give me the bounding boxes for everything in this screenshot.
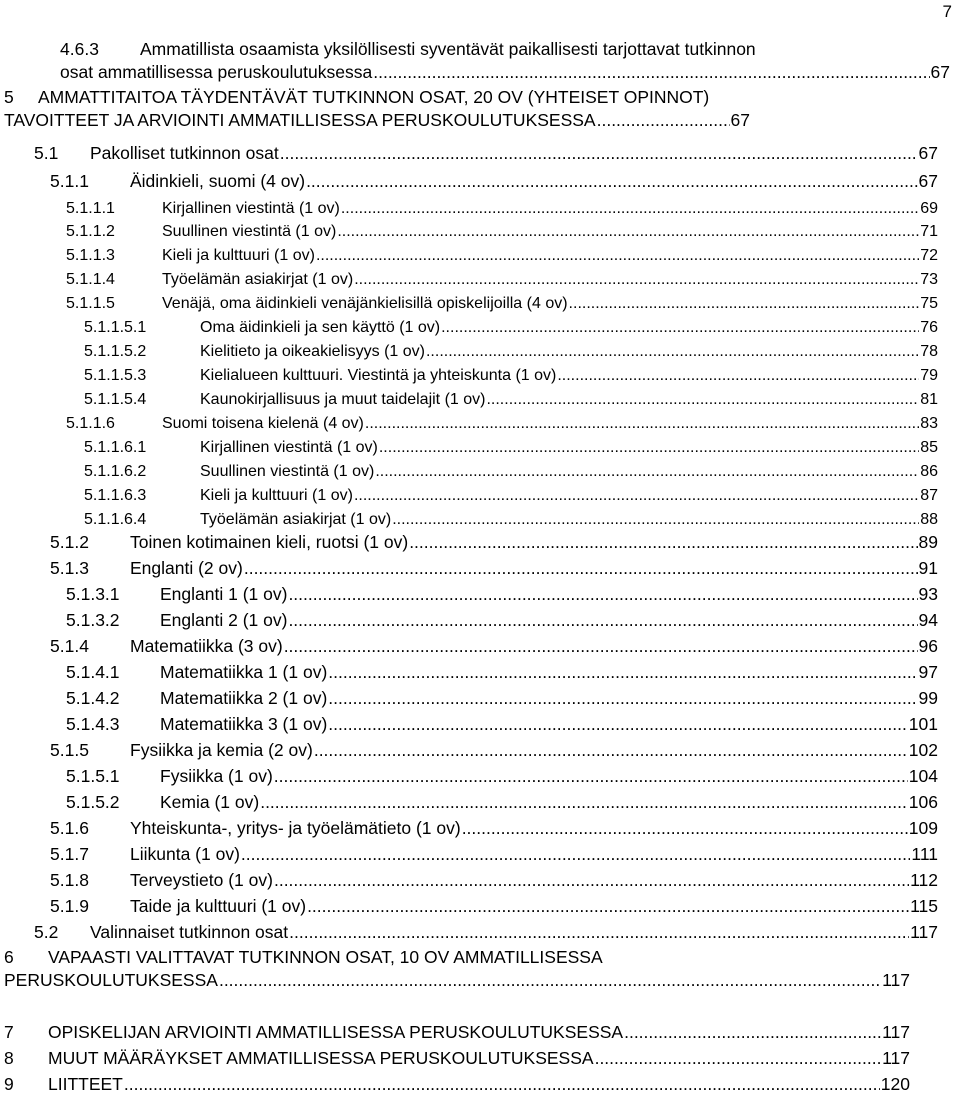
leader-dots <box>426 340 919 363</box>
toc-entry-title-continued: TAVOITTEET JA ARVIOINTI AMMATILLISESSA PERUSKOULUTUKSESSA <box>4 110 596 130</box>
toc-entry-title: Liikunta (1 ov) <box>130 844 240 864</box>
leader-dots <box>373 61 929 84</box>
toc-entry-number: 5.1.9 <box>50 896 89 916</box>
toc-entry[interactable] <box>50 895 938 918</box>
toc-entry-number: 5.1.3.2 <box>66 610 120 630</box>
leader-dots <box>219 969 881 992</box>
toc-entry-number: 5 <box>4 87 14 107</box>
leader-dots <box>260 791 908 814</box>
toc-entry-title: Taide ja kulttuuri (1 ov) <box>130 896 307 916</box>
toc-entry-title: Valinnaiset tutkinnon osat <box>90 922 289 942</box>
toc-entry[interactable] <box>66 197 938 220</box>
toc-entry-number: 5.1.3 <box>50 558 89 578</box>
toc-entry-number: 5.1.1 <box>50 171 89 191</box>
toc-entry[interactable] <box>34 142 938 165</box>
toc-entry-title: Englanti (2 ov) <box>130 558 243 578</box>
toc-entry[interactable] <box>4 1021 910 1044</box>
toc-entry-page: 120 <box>880 1074 910 1094</box>
toc-entry-title: Suullinen viestintä (1 ov) <box>200 463 375 480</box>
leader-dots <box>274 765 908 788</box>
toc-entry-page: 67 <box>918 171 938 191</box>
toc-entry-title: MUUT MÄÄRÄYKSET AMMATILLISESSA PERUSKOULUTUKSESSA <box>48 1048 594 1068</box>
toc-entry-title: Kirjallinen viestintä (1 ov) <box>200 439 378 456</box>
toc-entry-title: VAPAASTI VALITTAVAT TUTKINNON OSAT, 10 OV AMMATILLISESSA <box>48 947 603 967</box>
toc-entry-page: 87 <box>920 487 938 504</box>
toc-entry[interactable] <box>66 292 938 315</box>
toc-entry-page: 81 <box>920 391 938 408</box>
leader-dots <box>274 869 909 892</box>
leader-dots <box>569 292 920 315</box>
toc-entry-title: Kirjallinen viestintä (1 ov) <box>162 200 340 217</box>
toc-entry[interactable] <box>4 1047 910 1070</box>
toc-entry-number: 5.1.2 <box>50 532 89 552</box>
leader-dots <box>288 583 917 606</box>
leader-dots <box>392 508 919 531</box>
toc-entry-title: AMMATTITAITOA TÄYDENTÄVÄT TUTKINNON OSAT, 20 OV (YHTEISET OPINNOT) <box>38 87 710 107</box>
toc-entry-number: 8 <box>4 1048 14 1068</box>
toc-entry-title: Työelämän asiakirjat (1 ov) <box>200 511 392 528</box>
toc-entry-number: 7 <box>4 1022 14 1042</box>
toc-entry[interactable] <box>50 739 938 762</box>
toc-entry[interactable] <box>66 244 938 267</box>
toc-entry-title: Toinen kotimainen kieli, ruotsi (1 ov) <box>130 532 409 552</box>
leader-dots <box>486 388 919 411</box>
toc-entry-title: Matematiikka 3 (1 ov) <box>160 714 328 734</box>
leader-dots <box>244 557 918 580</box>
toc-entry[interactable] <box>84 508 938 531</box>
toc-entry-page: 89 <box>918 532 938 552</box>
leader-dots <box>462 817 908 840</box>
toc-entry[interactable] <box>84 484 938 507</box>
toc-entry-title: Kielitieto ja oikeakielisyys (1 ov) <box>200 343 425 360</box>
toc-entry[interactable] <box>66 268 938 291</box>
toc-entry-page: 67 <box>730 110 750 130</box>
leader-dots <box>284 635 918 658</box>
leader-dots <box>328 687 917 710</box>
toc-entry-title: OPISKELIJAN ARVIOINTI AMMATILLISESSA PERUSKOULUTUKSESSA <box>48 1022 624 1042</box>
toc-entry-number: 5.1.4 <box>50 636 89 656</box>
toc-entry-page: 67 <box>918 143 938 163</box>
toc-entry-title: Fysiikka (1 ov) <box>160 766 273 786</box>
toc-entry-title: Englanti 2 (1 ov) <box>160 610 288 630</box>
toc-entry-page: 83 <box>920 415 938 432</box>
toc-entry[interactable] <box>84 340 938 363</box>
toc-entry-title: Oma äidinkieli ja sen käyttö (1 ov) <box>200 319 441 336</box>
toc-entry[interactable] <box>66 661 938 684</box>
toc-entry-number: 5.1.1.5.2 <box>84 343 147 360</box>
page-number: 7 <box>942 2 952 21</box>
toc-entry-number: 5.1.1.6 <box>66 415 115 432</box>
leader-dots <box>328 661 917 684</box>
toc-entry-number: 5.1.1.6.2 <box>84 463 147 480</box>
toc-entry-number: 5.1.3.1 <box>66 584 120 604</box>
toc-entry-title: Kemia (1 ov) <box>160 792 260 812</box>
toc-entry-page: 67 <box>930 62 950 82</box>
toc-entry-number: 5.1.1.2 <box>66 223 115 240</box>
toc-entry-title: Terveystieto (1 ov) <box>130 870 273 890</box>
toc-entry-page: 117 <box>882 1048 910 1068</box>
leader-dots <box>409 531 917 554</box>
toc-entry-number: 5.1.4.3 <box>66 714 120 734</box>
toc-entry[interactable] <box>60 38 950 84</box>
toc-entry-number: 5.1.4.1 <box>66 662 120 682</box>
toc-entry-number: 5.1.1.5.1 <box>84 319 147 336</box>
toc-entry[interactable] <box>66 791 938 814</box>
toc-entry[interactable] <box>84 388 938 411</box>
leader-dots <box>289 921 909 944</box>
leader-dots <box>316 244 919 267</box>
toc-entry[interactable] <box>66 609 938 632</box>
toc-entry-number: 9 <box>4 1074 14 1094</box>
toc-entry-page: 117 <box>882 970 910 990</box>
toc-entry-title: Matematiikka 2 (1 ov) <box>160 688 328 708</box>
toc-entry-title: Pakolliset tutkinnon osat <box>90 143 279 163</box>
toc-entry-page: 104 <box>908 766 938 786</box>
leader-dots <box>379 436 919 459</box>
toc-entry-page: 96 <box>918 636 938 656</box>
toc-entry-page: 93 <box>918 584 938 604</box>
toc-entry-title: Ammatillista osaamista yksilöllisesti syventävät paikallisesti tarjottavat tutkinnon <box>140 39 756 59</box>
toc-entry-title: Työelämän asiakirjat (1 ov) <box>162 271 354 288</box>
toc-entry-page: 88 <box>920 511 938 528</box>
toc-entry-page: 86 <box>920 463 938 480</box>
toc-entry-title-continued: PERUSKOULUTUKSESSA <box>4 970 218 990</box>
leader-dots <box>595 1047 882 1070</box>
toc-entry-number: 5.1.8 <box>50 870 89 890</box>
toc-entry[interactable] <box>66 583 938 606</box>
toc-entry-title: Venäjä, oma äidinkieli venäjänkielisillä opiskelijoilla (4 ov) <box>162 295 568 312</box>
leader-dots <box>124 1073 880 1096</box>
toc-entry[interactable] <box>50 869 938 892</box>
toc-entry-page: 73 <box>920 271 938 288</box>
leader-dots <box>337 220 919 243</box>
toc-entry[interactable] <box>34 921 938 944</box>
toc-entry-title: Matematiikka (3 ov) <box>130 636 283 656</box>
leader-dots <box>624 1021 881 1044</box>
toc-entry-title: Matematiikka 1 (1 ov) <box>160 662 328 682</box>
toc-entry-title: Englanti 1 (1 ov) <box>160 584 288 604</box>
toc-entry-number: 5.1.1.5.3 <box>84 367 147 384</box>
toc-entry[interactable] <box>66 687 938 710</box>
toc-entry-page: 102 <box>908 740 938 760</box>
toc-entry-number: 5.1.1.4 <box>66 271 115 288</box>
toc-entry-page: 76 <box>920 319 938 336</box>
leader-dots <box>241 843 910 866</box>
toc-entry-page: 106 <box>908 792 938 812</box>
toc-entry-title: Kaunokirjallisuus ja muut taidelajit (1 ov) <box>200 391 486 408</box>
toc-entry[interactable] <box>50 170 938 193</box>
toc-entry-page: 79 <box>920 367 938 384</box>
toc-entry-number: 5.1.1.6.3 <box>84 487 147 504</box>
toc-entry-page: 91 <box>918 558 938 578</box>
toc-entry-page: 109 <box>908 818 938 838</box>
leader-dots <box>597 109 730 132</box>
toc-entry[interactable] <box>4 86 950 132</box>
toc-entry-page: 115 <box>910 896 938 916</box>
toc-entry-title: Kielialueen kulttuuri. Viestintä ja yhteiskunta (1 ov) <box>200 367 557 384</box>
toc-entry-page: 75 <box>920 295 938 312</box>
toc-entry[interactable] <box>50 635 938 658</box>
toc-entry-title: Kieli ja kulttuuri (1 ov) <box>200 487 353 504</box>
toc-entry-page: 72 <box>920 247 938 264</box>
leader-dots <box>307 895 909 918</box>
leader-dots <box>354 484 919 507</box>
toc-entry-title: Yhteiskunta-, yritys- ja työelämätieto (1 ov) <box>130 818 461 838</box>
toc-entry[interactable] <box>84 436 938 459</box>
toc-entry-page: 97 <box>918 662 938 682</box>
toc-entry-number: 5.2 <box>34 922 59 942</box>
toc-entry-title: Kieli ja kulttuuri (1 ov) <box>162 247 315 264</box>
toc-entry-title: Äidinkieli, suomi (4 ov) <box>130 171 306 191</box>
leader-dots <box>328 713 908 736</box>
toc-entry-page: 117 <box>882 1022 910 1042</box>
toc-entry[interactable] <box>66 220 938 243</box>
toc-entry-page: 111 <box>911 844 938 864</box>
leader-dots <box>354 268 919 291</box>
toc-entry-number: 4.6.3 <box>60 39 99 59</box>
toc-entry[interactable] <box>84 316 938 339</box>
toc-entry-number: 5.1.1.1 <box>66 200 115 217</box>
toc-entry[interactable] <box>50 843 938 866</box>
toc-entry[interactable] <box>4 1073 910 1096</box>
leader-dots <box>280 142 918 165</box>
leader-dots <box>341 197 919 220</box>
leader-dots <box>314 739 908 762</box>
toc-entry-page: 112 <box>910 870 938 890</box>
toc-entry-number: 5.1.1.3 <box>66 247 115 264</box>
toc-entry-page: 85 <box>920 439 938 456</box>
leader-dots <box>441 316 919 339</box>
toc-entry-title: Suomi toisena kielenä (4 ov) <box>162 415 364 432</box>
toc-entry-number: 6 <box>4 947 14 967</box>
toc-entry-number: 5.1.5.2 <box>66 792 120 812</box>
toc-entry-number: 5.1.4.2 <box>66 688 120 708</box>
toc-entry-number: 5.1.1.6.1 <box>84 439 147 456</box>
toc-entry-page: 69 <box>920 200 938 217</box>
toc-entry-number: 5.1.1.6.4 <box>84 511 147 528</box>
toc-entry-page: 117 <box>910 922 938 942</box>
leader-dots <box>365 412 919 435</box>
toc-entry-title: Suullinen viestintä (1 ov) <box>162 223 337 240</box>
toc-entry[interactable] <box>66 765 938 788</box>
toc-entry-number: 5.1 <box>34 143 59 163</box>
leader-dots <box>557 364 919 387</box>
leader-dots <box>375 460 919 483</box>
toc-entry-number: 5.1.6 <box>50 818 89 838</box>
toc-entry[interactable] <box>84 364 938 387</box>
toc-entry-title: LIITTEET <box>48 1074 123 1094</box>
toc-entry[interactable] <box>4 946 950 992</box>
toc-entry-page: 78 <box>920 343 938 360</box>
toc-entry-title: Fysiikka ja kemia (2 ov) <box>130 740 313 760</box>
toc-entry[interactable] <box>66 412 938 435</box>
toc-entry-number: 5.1.5 <box>50 740 89 760</box>
toc-entry-page: 101 <box>908 714 938 734</box>
toc-entry-page: 71 <box>920 223 938 240</box>
toc-entry-title-continued: osat ammatillisessa peruskoulutuksessa <box>60 62 373 82</box>
toc-entry[interactable] <box>50 817 938 840</box>
toc-entry-number: 5.1.1.5.4 <box>84 391 147 408</box>
toc-entry[interactable] <box>50 557 938 580</box>
toc-entry[interactable] <box>84 460 938 483</box>
toc-entry-page: 94 <box>918 610 938 630</box>
toc-entry-number: 5.1.1.5 <box>66 295 115 312</box>
leader-dots <box>306 170 917 193</box>
leader-dots <box>288 609 917 632</box>
toc-entry-page: 99 <box>918 688 938 708</box>
toc-entry-number: 5.1.7 <box>50 844 89 864</box>
toc-entry[interactable] <box>66 713 938 736</box>
toc-entry[interactable] <box>50 531 938 554</box>
toc-entry-number: 5.1.5.1 <box>66 766 120 786</box>
